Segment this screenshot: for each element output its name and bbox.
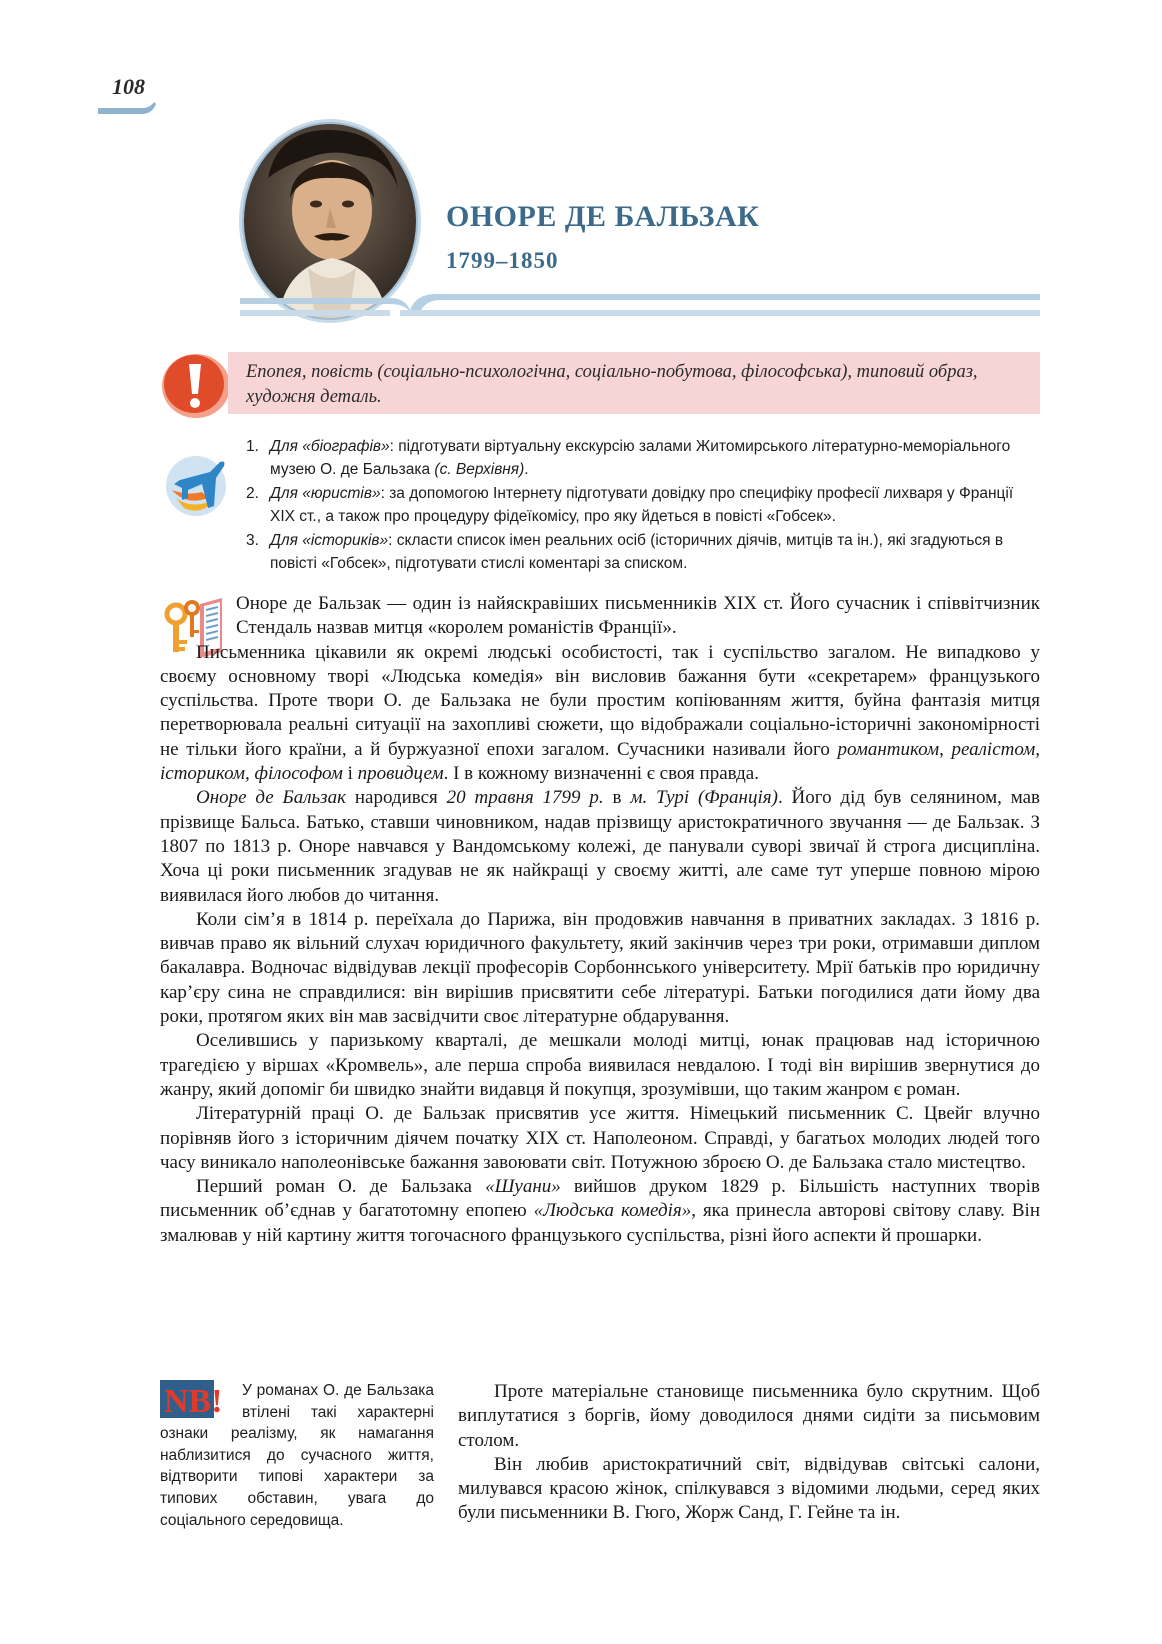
task-text: : за допомогою Інтернету підготувати довідку про специфіку професії лихваря у Франції XIX ст., а також про процедуру фідеїкомісу, про яку йдеться в повісті «Гобсек». [270, 485, 1014, 525]
paragraph: Оноре де Бальзак народився 20 травня 1799 р. в м. Турі (Франція). Його дід був селянином, мав прізвище Бальса. Батько, ставши чиновником, надав прізвищу аристократичного звучання — де Бальзак. З 1807 по 1813 р. Оноре навчався у Вандомському колежі, де панували суворі звичаї й строга дисципліна. Хоча ці роки письменник згадував не як найкращі у своєму житті, але саме тут уперше повною мірою виявилася його любов до читання. [160, 787, 1041, 906]
paragraph: Коли сім’я в 1814 р. переїхала до Парижа, він продовжив навчання в приватних закладах. З 1816 р. вивчав право як вільний слухач юридичного факультету, який закінчив через три роки, отримавши диплом бакалавра. Водночас відвідував лекції професорів Сорбоннського університету. Мрії батьків про юридичну кар’єру сина не справдилися: він вирішив присвятити себе літературі. Батьки погодилися дати йому два роки, протягом яких він мав засвідчити своє літературне обдарування. [160, 908, 1040, 1028]
airplane-icon [162, 450, 232, 520]
paragraph: Літературній праці О. де Бальзак присвятив усе життя. Німецький письменник С. Цвейг влучно порівняв його з історичним діячем початку XIX ст. Наполеоном. Справді, у багатьох молодих людей того часу виникало наполеонівське бажання завоювати світ. Потужною зброєю О. де Бальзака стало мистецтво. [160, 1103, 1040, 1173]
exclamation-icon [160, 350, 232, 420]
nb-logo [160, 1380, 234, 1420]
task-end: . [524, 460, 529, 478]
main-text [160, 592, 1040, 1248]
header-decorative-lines [240, 288, 1040, 324]
nb-note [160, 1380, 434, 1531]
task-item [246, 530, 1042, 575]
author-years: 1799–1850 [446, 248, 559, 273]
task-item [246, 436, 1042, 481]
task-number: 2. [246, 485, 259, 502]
task-lead: Для «істориків» [270, 532, 389, 549]
author-title: ОНОРЕ ДЕ БАЛЬЗАК [446, 200, 760, 233]
task-text: : підготувати віртуальну екскурсію залами Житомирського літературно-меморіального музею О. де Бальзака [270, 438, 1011, 478]
paragraph: Він любив аристократичний світ, відвідував світські салони, милувався красою жінок, спілкувався з відомими людьми, серед яких були письменники В. Гюго, Жорж Санд, Г. Гейне та ін. [458, 1453, 1040, 1524]
task-tail: (с. Верхівня) [434, 460, 525, 478]
paragraph: Оселившись у паризькому кварталі, де мешкали молоді митці, юнак працював над історичною трагедією у віршах «Кромвель», але перша спроба виявилася невдалою. І тоді він вирішив звернутися до жанру, який допоміг би швидко знайти видавця й покупця, зрозумівши, що таким жанром є роман. [160, 1030, 1040, 1100]
right-column-text [458, 1380, 1040, 1526]
paragraph: Проте матеріальне становище письменника було скрутним. Щоб виплутатися з боргів, йому доводилося днями сидіти за письмовим столом. [458, 1381, 1040, 1451]
page-corner-decoration [98, 100, 158, 122]
task-text: : скласти список імен реальних осіб (історичних діячів, митців та ін.), які згадуються в повісті «Гобсек», підготувати стислі коментарі за списком. [270, 532, 1004, 572]
nb-text: У романах О. де Бальзака втілені такі характерні ознаки реалізму, як намагання наблизитися до сучасного життя, відтворити типові характери за типових обставин, увага до соціального середовища. [160, 1382, 434, 1529]
task-list [246, 436, 1042, 577]
nb-logo-text: NB! [164, 1383, 223, 1420]
task-number: 3. [246, 532, 259, 549]
task-lead: Для «біографів» [270, 438, 390, 455]
page-number: 108 [112, 74, 145, 99]
task-number: 1. [246, 438, 259, 455]
task-lead: Для «юристів» [270, 485, 381, 502]
paragraph: Перший роман О. де Бальзака «Шуани» вийшов друком 1829 р. Більшість наступних творів письменник об’єднав у багатотомну епопею «Людська комедія», яка принесла авторові світову славу. Він змалював у ній картину життя тогочасного французького суспільства, різні його аспекти й прошарки. [160, 1176, 1040, 1246]
paragraph: Письменника цікавили як окремі людські особистості, так і суспільство загалом. Не випадково у своєму основному творі «Людська комедія» він висловив бажання бути «секретарем» французького суспільства. Проте твори О. де Бальзака не були простим копіюванням життя, буйна фантазія митця перетворювала реальні ситуації на захопливі сюжети, що відображали соціально-історичні закономірності не тільки його країни, а й буржуазної епохи загалом. Сучасники називали його романтиком, реалістом, істориком, філософом і провидцем. І в кожному визначенні є своя правда. [160, 641, 1040, 785]
task-item [246, 483, 1042, 528]
key-terms-box: Епопея, повість (соціально-психологічна, соціально-побутова, філософська), типовий образ, художня деталь. [228, 352, 1040, 414]
paragraph: Оноре де Бальзак — один із найяскравіших письменників XIX ст. Його сучасник і співвітчизник Стендаль назвав митця «королем романістів Франції». [236, 593, 1040, 639]
